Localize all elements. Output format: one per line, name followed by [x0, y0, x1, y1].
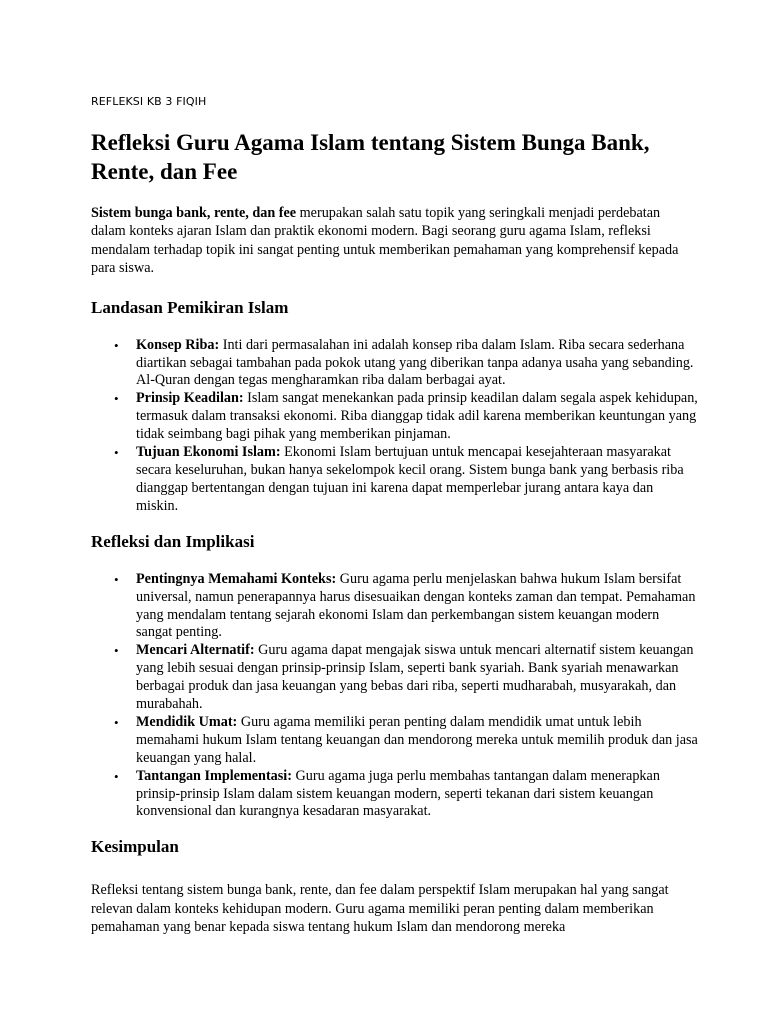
list-item — [114, 642, 698, 714]
list-refleksi — [91, 571, 698, 822]
list-item — [114, 336, 698, 391]
document-header: REFLEKSI KB 3 FIQIH — [91, 95, 207, 108]
conclusion-paragraph: Refleksi tentang sistem bunga bank, rente, dan fee dalam perspektif Islam merupakan hal yang sangat relevan dalam konteks kehidupan modern. Guru agama memiliki peran penting dalam memberikan pemahaman yang benar kepada siswa tentang hukum Islam dan mendorong mereka — [91, 882, 669, 936]
list-item-text: Guru agama juga perlu membahas tantangan dalam menerapkan prinsip-prinsip Islam dalam sistem keuangan modern, seperti tekanan dari sistem keuangan konvensional dan kurangnya kesadaran masyarakat. — [136, 767, 660, 820]
list-item-text: Inti dari permasalahan ini adalah konsep riba dalam Islam. Riba secara sederhana diartikan sebagai tambahan pada pokok utang yang diberikan tanpa adanya usaha yang sebanding. Al-Quran dengan tegas mengharamkan riba dalam berbagai ayat. — [136, 336, 694, 389]
list-item-text: Guru agama perlu menjelaskan bahwa hukum Islam bersifat universal, namun penerapannya harus disesuaikan dengan konteks zaman dan tempat. Pemahaman yang mendalam tentang sejarah ekonomi Islam dan perkembangan sistem keuangan modern sangat penting. — [136, 570, 696, 641]
section-heading-landasan: Landasan Pemikiran Islam — [91, 297, 289, 317]
list-item-text: Guru agama dapat mengajak siswa untuk mencari alternatif sistem keuangan yang lebih sesuai dengan prinsip-prinsip Islam, seperti bank syariah. Bank syariah menawarkan berbagai produk dan jasa keuangan yang bebas dari riba, seperti mudharabah, musyarakah, dan murabahah. — [136, 642, 694, 713]
list-item-text: Guru agama memiliki peran penting dalam mendidik umat untuk lebih memahami hukum Islam tentang keuangan dan mendorong mereka untuk memilih produk dan jasa keuangan yang halal. — [136, 713, 698, 766]
list-item-text: Ekonomi Islam bertujuan untuk mencapai kesejahteraan masyarakat secara keseluruhan, bukan hanya sekelompok kecil orang. Sistem bunga bank yang berbasis riba dianggap bertentangan dengan tujuan ini karena dapat memperlebar jurang antara kaya dan miskin. — [136, 444, 684, 514]
intro-paragraph — [91, 204, 698, 278]
list-landasan — [91, 337, 698, 516]
list-item — [114, 444, 698, 516]
list-item — [114, 713, 698, 768]
bullet-icon: • — [114, 714, 119, 730]
bullet-icon: • — [114, 445, 119, 461]
list-item — [114, 390, 698, 444]
list-item-term: Tantangan Implementasi: — [136, 767, 292, 784]
list-item-term: Pentingnya Memahami Konteks: — [136, 570, 337, 587]
section-heading-refleksi: Refleksi dan Implikasi — [91, 531, 255, 551]
list-item — [114, 570, 698, 643]
bullet-icon: • — [114, 391, 119, 407]
list-item-term: Mencari Alternatif: — [136, 642, 255, 659]
bullet-icon: • — [114, 571, 119, 587]
document-title: Refleksi Guru Agama Islam tentang Sistem Bunga Bank, Rente, dan Fee — [91, 130, 650, 184]
list-item-term: Tujuan Ekonomi Islam: — [136, 444, 281, 461]
bullet-icon: • — [114, 768, 119, 784]
bullet-icon: • — [114, 643, 119, 659]
list-item-text: Islam sangat menekankan pada prinsip keadilan dalam segala aspek kehidupan, termasuk dalam transaksi ekonomi. Riba dianggap tidak adil karena memberikan keuntungan yang tidak seimbang bagi pihak yang memberikan pinjaman. — [136, 390, 698, 443]
list-item-term: Prinsip Keadilan: — [136, 390, 244, 407]
intro-bold-term: Sistem bunga bank, rente, dan fee — [91, 205, 297, 221]
list-item — [114, 767, 698, 822]
list-item-term: Konsep Riba: — [136, 336, 220, 353]
section-heading-kesimpulan: Kesimpulan — [91, 837, 179, 857]
bullet-icon: • — [114, 337, 119, 353]
list-item-term: Mendidik Umat: — [136, 713, 238, 730]
intro-text: merupakan salah satu topik yang seringkali menjadi perdebatan dalam konteks ajaran Islam dan praktik ekonomi modern. Bagi seorang guru agama Islam, refleksi mendalam terhadap topik ini sangat penting untuk memberikan pemahaman yang komprehensif kepada para siswa. — [91, 205, 679, 277]
